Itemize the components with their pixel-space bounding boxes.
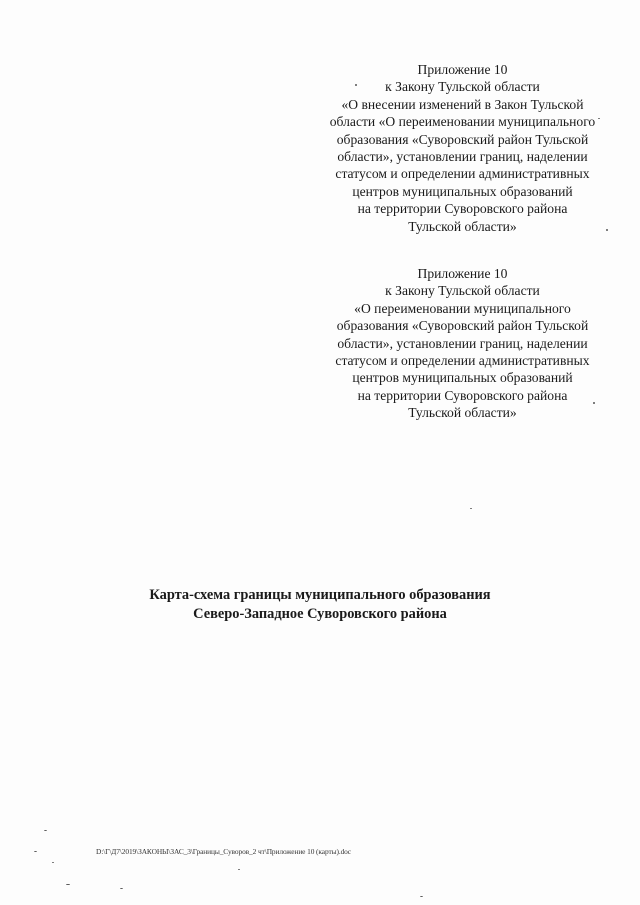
scan-speck (470, 508, 472, 509)
appendix-line: Приложение 10 (417, 266, 508, 281)
appendix-line: области», установлении границ, наделении (337, 335, 588, 351)
scan-speck (44, 830, 47, 831)
appendix-line: на территории Суворовского района (357, 201, 568, 217)
map-title (100, 586, 540, 624)
scan-speck (52, 862, 54, 863)
appendix-line: центров муниципальных образований (352, 370, 573, 386)
appendix-line: Тульской области» (408, 405, 517, 421)
file-path-footer: D:\Г\Д7\2019\ЗАКОНЫ\ЗАС_3\Границы_Суворов_2 чт\Приложение 10 (карты).doc (96, 847, 351, 856)
appendix-line: на территории Суворовского района (357, 387, 568, 403)
scan-speck (120, 888, 123, 889)
map-title-line-1: Карта-схема границы муниципального образования (149, 587, 491, 603)
scan-speck (355, 84, 357, 86)
appendix-line: образования «Суворовский район Тульской (336, 131, 589, 147)
appendix-line: к Закону Тульской области (385, 283, 540, 299)
appendix-line: статусом и определении административных (335, 353, 590, 369)
scan-speck (598, 118, 600, 119)
appendix-line: «О переименовании муниципального (354, 300, 571, 316)
appendix-header-original-law (300, 265, 625, 422)
appendix-line: области «О переименовании муниципального (329, 114, 596, 130)
appendix-line: к Закону Тульской области (385, 79, 540, 95)
scan-speck (66, 884, 70, 885)
appendix-line: Тульской области» (408, 218, 517, 234)
appendix-line: статусом и определении административных (335, 166, 590, 182)
scan-speck (34, 851, 37, 852)
appendix-line: «О внесении изменений в Закон Тульской (341, 96, 584, 112)
appendix-header-amending-law (300, 61, 625, 235)
appendix-line: области», установлении границ, наделении (337, 149, 588, 165)
map-title-line-2: Северо-Западное Суворовского района (193, 606, 447, 622)
scan-speck (238, 869, 240, 870)
appendix-line: центров муниципальных образований (352, 183, 573, 199)
appendix-line: Приложение 10 (417, 62, 508, 77)
scan-speck (420, 896, 423, 897)
appendix-line: образования «Суворовский район Тульской (336, 318, 589, 334)
scan-speck (593, 402, 595, 404)
scan-speck (606, 229, 608, 231)
